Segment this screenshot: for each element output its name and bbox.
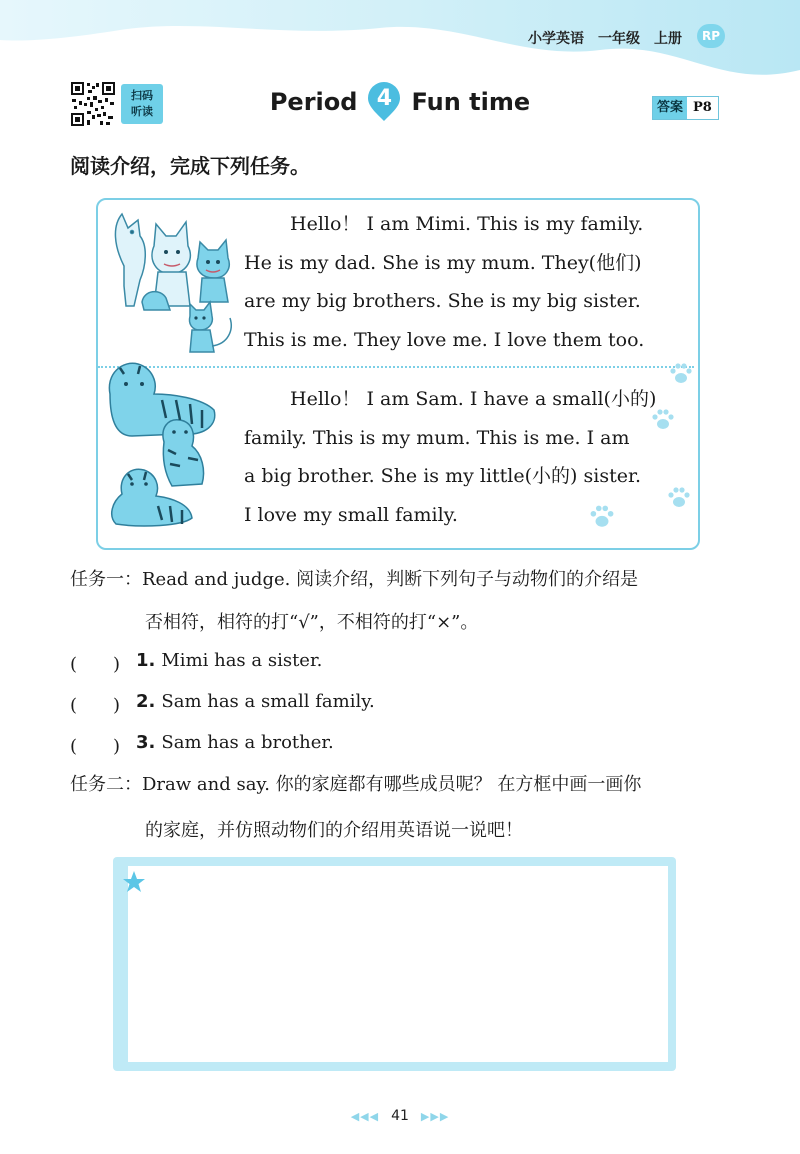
task2-line2: 的家庭，并仿照动物们的介绍用英语说一说吧！: [145, 820, 523, 841]
page-footer: [0, 1108, 800, 1124]
task1-line2: 否相符，相符的打“√”，不相符的打“×”。: [145, 612, 479, 633]
left-arrows-icon: ◀◀◀: [350, 1109, 380, 1123]
task1-text: Read and judge. 阅读介绍，判断下列句子与动物们的介绍是: [142, 569, 639, 590]
task2-line1: [70, 765, 641, 805]
story-line: Hello！ I am Sam. I have a small(小的): [290, 388, 657, 410]
story-line: are my big brothers. She is my big sister.: [244, 290, 641, 312]
page-number: 41: [391, 1108, 409, 1124]
question-number: 2.: [136, 691, 156, 712]
task1-line1: [70, 560, 638, 600]
header-info: [528, 28, 682, 48]
subject-label: 小学英语: [528, 31, 584, 47]
tiger-family-illustration: [102, 354, 242, 534]
answer-blank[interactable]: ( ): [70, 695, 121, 716]
drawing-area[interactable]: [128, 866, 668, 1062]
question-2: [70, 691, 375, 717]
cat-family-illustration: [104, 206, 244, 356]
question-text: Sam has a small family.: [161, 691, 375, 712]
task2-text: Draw and say. 你的家庭都有哪些成员呢？ 在方框中画一画你: [142, 774, 642, 795]
answer-page: P8: [687, 97, 718, 119]
publisher-badge: RP: [697, 24, 725, 48]
story-line: family. This is my mum. This is me. I am: [244, 426, 630, 449]
story-line: This is me. They love me. I love them too.: [244, 328, 645, 351]
story-line: a big brother. She is my little(小的) sister.: [244, 465, 641, 487]
title-suffix: Fun time: [411, 88, 531, 116]
story-line: He is my dad. She is my mum. They(他们): [244, 251, 642, 274]
sam-story: [244, 380, 656, 534]
question-number: 3.: [136, 732, 156, 753]
scan-label-line2: 听读: [131, 105, 153, 118]
answer-blank[interactable]: ( ): [70, 736, 121, 757]
period-number-badge: [367, 82, 401, 122]
task1-label: 任务一：: [70, 569, 142, 590]
period-number: 4: [376, 86, 393, 111]
question-text: Sam has a brother.: [161, 732, 334, 753]
star-icon: [122, 870, 146, 894]
question-1: [70, 650, 322, 676]
answer-blank[interactable]: ( ): [70, 654, 121, 675]
right-arrows-icon: ▶▶▶: [420, 1109, 450, 1123]
grade-label: 一年级: [598, 31, 640, 47]
instruction-heading: 阅读介绍，完成下列任务。: [70, 154, 310, 178]
story-line: I love my small family.: [244, 503, 458, 526]
paw-print-icon: [668, 362, 694, 386]
question-3: [70, 732, 334, 758]
mimi-story: [244, 205, 644, 359]
volume-label: 上册: [654, 31, 682, 47]
answer-label: 答案: [653, 97, 687, 119]
story-line: Hello！ I am Mimi. This is my family.: [290, 213, 644, 235]
answer-reference[interactable]: [652, 96, 719, 120]
task2-label: 任务二：: [70, 774, 142, 795]
paw-print-icon: [666, 486, 692, 510]
scan-label-line1: 扫码: [131, 89, 153, 102]
title-prefix: Period: [269, 88, 358, 116]
question-text: Mimi has a sister.: [161, 650, 323, 671]
question-number: 1.: [136, 650, 156, 671]
